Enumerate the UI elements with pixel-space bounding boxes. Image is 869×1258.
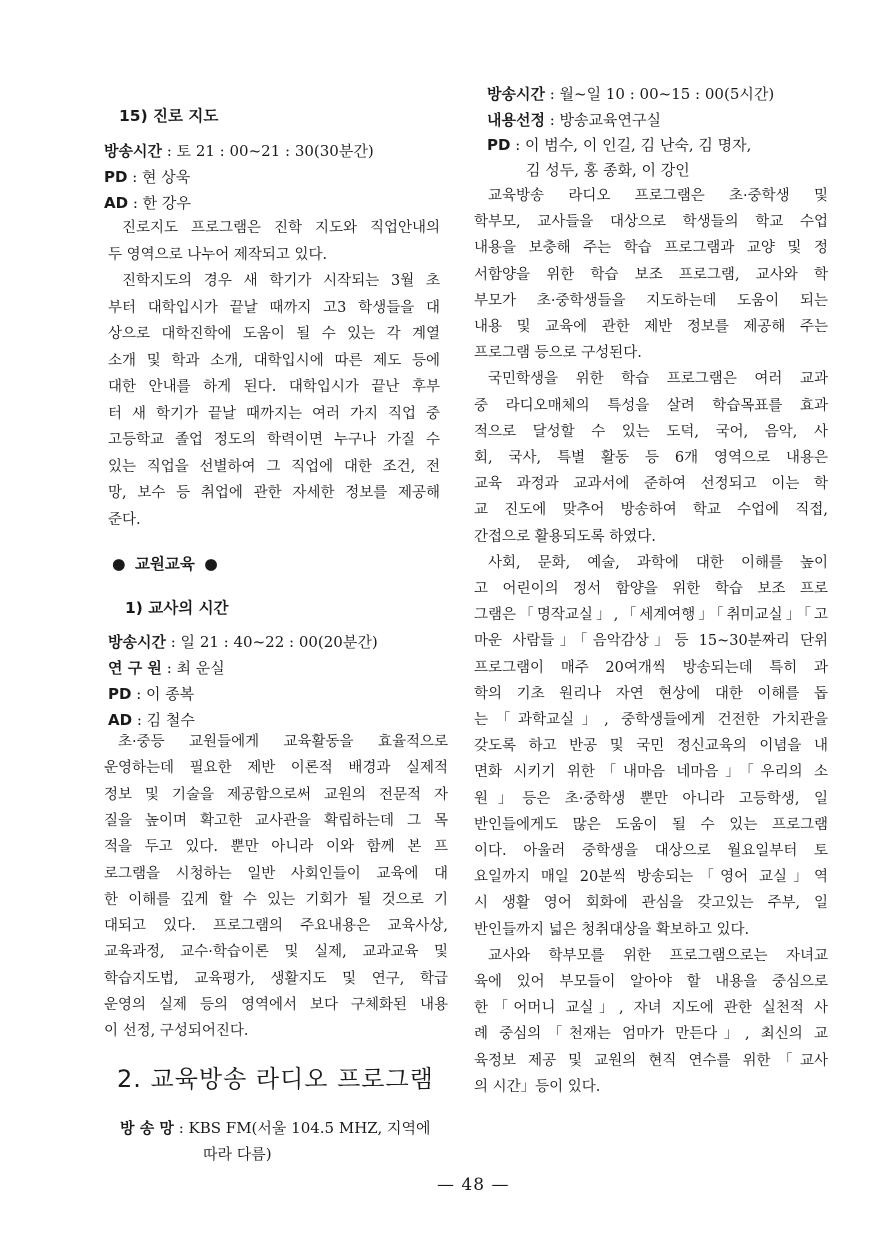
- text-line: 상으로 대학진학에 도움이 될 수 있는 각 계열: [108, 326, 440, 342]
- text-line: 면화 시키기 위한「내마음 네마음」「우리의 소: [474, 764, 828, 781]
- meta-key: 방송시간: [487, 85, 545, 103]
- text-line: 있는 직업을 선별하여 그 직업에 대한 조건, 전: [108, 458, 440, 475]
- text-line: 진로지도 프로그램은 진학 지도와 직업안내의: [122, 220, 440, 236]
- meta-value: : 현 상욱: [127, 168, 191, 186]
- text-line: 고등학교 졸업 정도의 학력이면 누구나 가질 수: [108, 432, 440, 448]
- meta-row: [487, 109, 661, 130]
- text-line: 반인들까지 넓은 청취대상을 확보하고 있다.: [474, 921, 750, 938]
- text-line: 요일까지 매일 20분씩 방송되는「영어 교실」역: [474, 869, 828, 886]
- text-line: 례 중심의「천재는 엄마가 만든다」, 최신의 교: [474, 1026, 828, 1043]
- text-line: 고 어린이의 정서 함양을 위한 학습 보조 프로: [474, 581, 828, 597]
- network-value-cont: 따라 다름): [203, 1145, 272, 1163]
- text-line: 준다.: [108, 511, 141, 528]
- meta-key: PD: [487, 136, 511, 154]
- text-line: 대한 안내를 하게 된다. 대학입시가 끝난 후부: [108, 379, 440, 395]
- chapter-title: 2. 교육방송 라디오 프로그램: [117, 1065, 434, 1093]
- text-line: 소개 및 학과 소개, 대학입시에 따른 제도 등에: [108, 352, 440, 369]
- meta-value: : 방송교육연구실: [544, 110, 661, 129]
- text-line: 육정보 제공 및 교원의 현직 연수를 위한「교사: [474, 1052, 828, 1069]
- text-line: 적을 두고 있다. 뿐만 아니라 이와 함께 본 프: [104, 839, 448, 856]
- text-line: 간접으로 활용되도록 하였다.: [474, 528, 656, 545]
- text-line: 교육방송 라디오 프로그램은 초·중학생 및: [488, 188, 828, 204]
- text-line: 부터 대학입시가 끝날 때까지 고3 학생들을 대: [108, 299, 440, 316]
- bullet-circle-icon: ●: [204, 555, 218, 573]
- text-line: 사회, 문화, 예술, 과학에 대한 이해를 높이: [488, 554, 828, 571]
- meta-value: : 이 범수, 이 인길, 김 난숙, 김 명자,: [510, 136, 752, 154]
- text-line: 프로그램 등으로 구성된다.: [474, 345, 642, 362]
- bullet-circle-icon: ●: [112, 555, 126, 573]
- meta-row: [108, 709, 195, 730]
- text-line: 내용을 보충해 주는 학습 프로그램과 교양 및 정: [474, 240, 828, 257]
- network-key: 방 송 망: [120, 1119, 174, 1137]
- text-line: 학부모, 교사들을 대상으로 학생들의 학교 수업: [474, 214, 828, 231]
- meta-key: 방송시간: [108, 633, 166, 651]
- meta-value: : 최 운실: [161, 659, 225, 677]
- text-line: 프로그램이 매주 20여개씩 방송되는데 특히 과: [474, 659, 828, 676]
- text-line: 교육과정, 교수·학습이론 및 실제, 교과교육 및: [104, 944, 448, 961]
- text-line: 의 시간」등이 있다.: [474, 1078, 601, 1095]
- meta-key: PD: [104, 168, 128, 186]
- text-line: 마운 사람들」「음악감상」등 15~30분짜리 단위: [474, 633, 828, 650]
- text-line: 교육 과정과 교과서에 준하여 선정되고 이는 학: [474, 476, 828, 493]
- text-line: 내용 및 교육에 관한 제반 정보를 제공해 주는: [474, 319, 828, 335]
- text-line: 그램은「명작교실」,「세계여행」「취미교실」「고: [474, 607, 828, 624]
- network-value: : KBS FM(서울 104.5 MHZ, 지역에: [173, 1119, 431, 1137]
- text-line: 회, 국사, 특별 활동 등 6개 영역으로 내용은: [474, 450, 828, 466]
- text-line: 시 생활 영어 회화에 관심을 갖고있는 주부, 일: [474, 895, 828, 912]
- section-heading-teacher-education: [112, 552, 218, 574]
- text-line: 대되고 있다. 프로그램의 주요내용은 교육사상,: [104, 918, 448, 935]
- meta-key: AD: [108, 711, 133, 729]
- meta-row: [104, 140, 374, 161]
- meta-row: [108, 657, 225, 678]
- text-line: 로그램을 시청하는 일반 사회인들이 교육에 대: [104, 865, 448, 882]
- section-heading-text: 교원교육: [134, 555, 195, 573]
- text-line: 진학지도의 경우 새 학기가 시작되는 3월 초: [122, 273, 440, 289]
- meta-row: [487, 83, 774, 104]
- pd-names-cont: 김 성두, 홍 종화, 이 강인: [526, 161, 690, 179]
- text-line: 학습지도법, 교육평가, 생활지도 및 연구, 학급: [104, 970, 448, 987]
- meta-value: : 일 21 : 40~22 : 00(20분간): [165, 633, 378, 651]
- text-line: 적으로 달성할 수 있는 도덕, 국어, 음악, 사: [474, 423, 828, 440]
- meta-row: [104, 192, 191, 213]
- section-15-title: 15) 진로 지도: [119, 107, 219, 125]
- text-line: 국민학생을 위한 학습 프로그램은 여러 교과: [488, 371, 828, 388]
- text-line: 초·중등 교원들에게 교육활동을 효율적으로: [118, 734, 448, 750]
- text-line: 학의 기초 원리나 자연 현상에 대한 이해를 돕: [474, 685, 828, 702]
- meta-row: [108, 683, 194, 704]
- text-line: 부모가 초·중학생들을 지도하는데 도움이 되는: [474, 292, 828, 309]
- text-line: 이 선정, 구성되어진다.: [104, 1023, 249, 1040]
- text-line: 육에 있어 부모들이 알아야 할 내용을 중심으로: [474, 974, 828, 990]
- text-line: 갖도록 하고 반공 및 국민 정신교육의 이념을 내: [474, 738, 828, 755]
- text-line: 교 진도에 맞추어 방송하여 학교 수업에 직접,: [474, 502, 828, 519]
- page-number: — 48 —: [437, 1175, 510, 1195]
- text-line: 두 영역으로 나누어 제작되고 있다.: [108, 246, 328, 263]
- meta-key: 연 구 원: [108, 659, 162, 677]
- meta-value: : 월~일 10 : 00~15 : 00(5시간): [544, 85, 775, 103]
- text-line: 망, 보수 등 취업에 관한 자세한 정보를 제공해: [108, 485, 440, 501]
- meta-key: 내용선정: [487, 110, 545, 129]
- text-line: 한 이해를 깊게 할 수 있는 기회가 될 것으로 기: [104, 891, 448, 908]
- meta-key: AD: [104, 194, 129, 212]
- meta-row: [108, 631, 378, 652]
- text-line: 정보 및 기술을 제공함으로써 교원의 전문적 자: [104, 786, 448, 803]
- text-line: 운영의 실제 등의 영역에서 보다 구체화된 내용: [104, 997, 448, 1013]
- text-line: 원」등은 초·중학생 뿐만 아니라 고등학생, 일: [474, 790, 828, 807]
- text-line: 중 라디오매체의 특성을 살려 학습목표를 효과: [474, 397, 828, 414]
- network-line: [120, 1117, 430, 1138]
- meta-value: : 토 21 : 00~21 : 30(30분간): [161, 142, 374, 160]
- text-line: 한「어머니 교실」, 자녀 지도에 관한 실천적 사: [474, 1000, 828, 1017]
- text-line: 반인들에게도 많은 도움이 될 수 있는 프로그램: [474, 816, 828, 833]
- meta-value: : 이 종복: [131, 685, 195, 703]
- text-line: 이다. 아울러 중학생을 대상으로 월요일부터 토: [474, 843, 828, 859]
- meta-value: : 한 강우: [128, 194, 191, 212]
- text-line: 터 새 학기가 끝날 때까지는 여러 가지 직업 중: [108, 405, 440, 422]
- meta-row: [104, 166, 190, 187]
- meta-value: : 김 철수: [132, 711, 195, 729]
- text-line: 질을 높이며 확고한 교사관을 확립하는데 그 목: [104, 812, 448, 829]
- meta-key: 방송시간: [104, 142, 162, 160]
- text-line: 서함양을 위한 학습 보조 프로그램, 교사와 학: [474, 266, 828, 283]
- meta-key: PD: [108, 685, 132, 703]
- text-line: 교사와 학부모를 위한 프로그램으로는 자녀교: [488, 947, 828, 964]
- section-1-title: 1) 교사의 시간: [125, 599, 229, 617]
- text-line: 운영하는데 필요한 제반 이론적 배경과 실제적: [104, 760, 448, 777]
- text-line: 는「과학교실」, 중학생들에게 건전한 가치관을: [474, 712, 828, 728]
- meta-row: [487, 134, 751, 155]
